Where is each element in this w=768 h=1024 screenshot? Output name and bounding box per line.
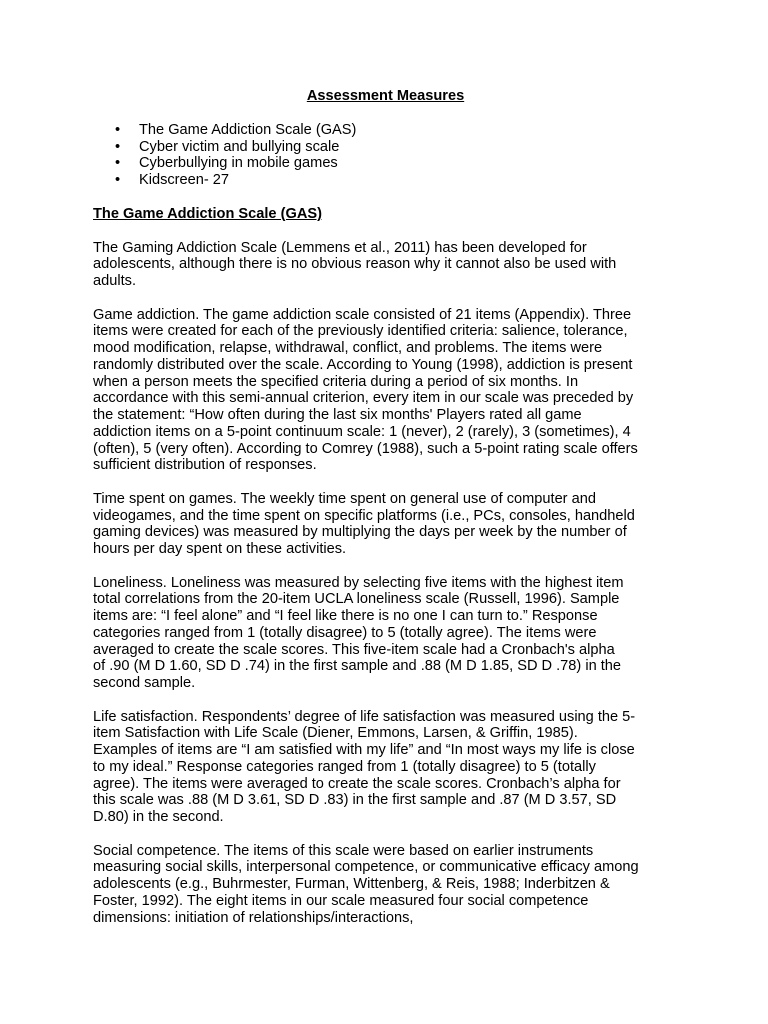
text-line: this scale was .88 (M D 3.61, SD D .83) in the first sample and .87 (M D 3.57, SD <box>93 792 617 809</box>
list-item-label: Cyber victim and bullying scale <box>139 138 340 155</box>
text-line: (often), 5 (very often). According to Comrey (1988), such a 5-point rating scale offers <box>93 440 638 457</box>
text-line: mood modification, relapse, withdrawal, conflict, and problems. The items were <box>93 340 603 356</box>
text-line: Foster, 1992). The eight items in our scale measured four social competence <box>93 892 589 909</box>
list-item <box>93 172 678 189</box>
list-item <box>93 139 678 156</box>
text-line: second sample. <box>93 675 196 691</box>
text-line: gaming devices) was measured by multiplying the days per week by the number of <box>93 524 627 541</box>
text-line: D.80) in the second. <box>93 809 224 825</box>
bullet-icon: • <box>115 155 121 172</box>
text-line: items are: “I feel alone” and “I feel like there is no one I can turn to.” Response <box>93 608 598 624</box>
text-line: Loneliness. Loneliness was measured by selecting five items with the highest item <box>93 574 624 591</box>
text-line: randomly distributed over the scale. According to Young (1998), addiction is present <box>93 356 633 373</box>
text-line: adolescents, although there is no obvious reason why it cannot also be used with <box>93 256 617 273</box>
text-line: when a person meets the specified criteria during a period of six months. In <box>93 373 579 390</box>
text-line: items were created for each of the previously identified criteria: salience, tolerance, <box>93 323 628 340</box>
text-line: The Gaming Addiction Scale (Lemmens et al., 2011) has been developed for <box>93 239 587 256</box>
text-line: measuring social skills, interpersonal competence, or communicative efficacy among <box>93 859 639 876</box>
paragraph-time-spent <box>93 491 678 558</box>
text-line: categories ranged from 1 (totally disagree) to 5 (totally agree). The items were <box>93 624 597 641</box>
text-line: accordance with this semi-annual criterion, every item in our scale was preceded by <box>93 390 634 407</box>
text-line: of .90 (M D 1.60, SD D .74) in the first sample and .88 (M D 1.85, SD D .78) in the <box>93 658 622 675</box>
list-item <box>93 122 678 139</box>
text-line: adolescents (e.g., Buhrmester, Furman, Wittenberg, & Reis, 1988; Inderbitzen & <box>93 876 610 892</box>
paragraph-life-satisfaction <box>93 709 678 826</box>
page-title: Assessment Measures <box>306 88 465 104</box>
text-line: agree). The items were averaged to create the scale scores. Cronbach’s alpha for <box>93 775 621 792</box>
text-line: averaged to create the scale scores. This five-item scale had a Cronbach's alpha <box>93 641 615 658</box>
list-item-label: Kidscreen- 27 <box>139 172 230 188</box>
text-line: hours per day spent on these activities. <box>93 541 347 557</box>
text-line: videogames, and the time spent on specific platforms (i.e., PCs, consoles, handheld <box>93 507 635 524</box>
text-line: Examples of items are “I am satisfied with my life” and “In most ways my life is close <box>93 742 635 758</box>
bullet-icon: • <box>115 172 121 188</box>
document-page <box>93 88 678 943</box>
text-line: Social competence. The items of this scale were based on earlier instruments <box>93 842 594 859</box>
paragraph-social-competence <box>93 843 678 927</box>
text-line: addiction items on a 5-point continuum scale: 1 (never), 2 (rarely), 3 (sometimes), 4 <box>93 423 631 440</box>
text-line: Time spent on games. The weekly time spent on general use of computer and <box>93 490 596 507</box>
section-heading: The Game Addiction Scale (GAS) <box>93 205 322 222</box>
list-item-label: Cyberbullying in mobile games <box>139 155 338 172</box>
list-item <box>93 155 678 172</box>
text-line: Game addiction. The game addiction scale consisted of 21 items (Appendix). Three <box>93 306 632 323</box>
paragraph-game-addiction <box>93 307 678 475</box>
bullet-icon: • <box>115 138 121 155</box>
text-line: Life satisfaction. Respondents’ degree of life satisfaction was measured using the 5- <box>93 708 636 725</box>
text-line: total correlations from the 20-item UCLA loneliness scale (Russell, 1996). Sample <box>93 591 620 608</box>
text-line: dimensions: initiation of relationships/interactions, <box>93 909 414 926</box>
paragraph-loneliness <box>93 575 678 692</box>
text-line: item Satisfaction with Life Scale (Diener, Emmons, Larsen, & Griffin, 1985). <box>93 725 578 742</box>
bullet-icon: • <box>115 121 121 138</box>
text-line: to my ideal.” Response categories ranged from 1 (totally disagree) to 5 (totally <box>93 758 596 775</box>
text-line: the statement: “How often during the last six months' Players rated all game <box>93 407 582 423</box>
measures-list <box>93 122 678 189</box>
text-line: adults. <box>93 273 136 289</box>
paragraph-intro <box>93 240 678 290</box>
list-item-label: The Game Addiction Scale (GAS) <box>139 121 357 138</box>
text-line: sufficient distribution of responses. <box>93 457 317 474</box>
